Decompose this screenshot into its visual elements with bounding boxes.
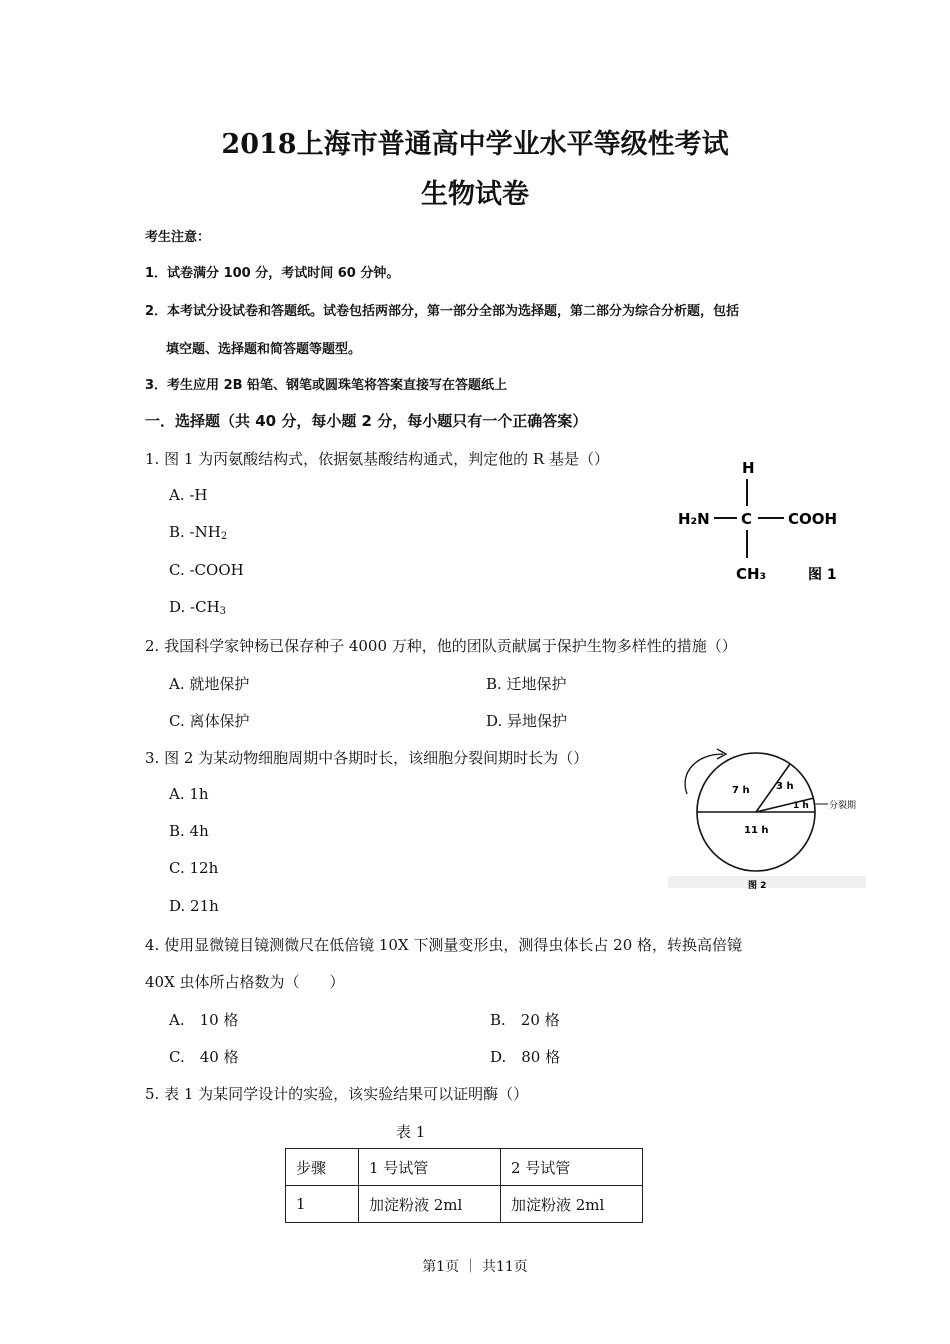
- fig2-label-1h: 1 h: [793, 801, 809, 811]
- question-3-option-a: A. 1h: [169, 785, 209, 803]
- fig1-top-label: H: [742, 459, 755, 477]
- question-2-option-d: D. 异地保护: [486, 712, 568, 730]
- question-2-option-b: B. 迁地保护: [486, 675, 567, 693]
- notice-item-2-cont: 填空题、选择题和简答题等题型。: [166, 342, 362, 357]
- notice-item-3: 3．考生应用 2B 铅笔、钢笔或圆珠笔将答案直接写在答题纸上: [145, 378, 508, 393]
- fig2-callout: 分裂期: [829, 801, 857, 811]
- experiment-table: [285, 1148, 643, 1223]
- alanine-structure-figure: [670, 455, 870, 590]
- question-1-option-a: A. -H: [169, 486, 208, 504]
- table-cell: 加淀粉液 2ml: [359, 1186, 501, 1223]
- exam-subtitle: 生物试卷: [421, 179, 529, 210]
- table-cell: 1: [286, 1186, 359, 1223]
- question-1-option-b: B. $-NH_2$: [169, 523, 228, 542]
- question-1-stem: 1. 图 1 为丙氨酸结构式，依据氨基酸结构通式，判定他的 R 基是（）: [145, 450, 609, 468]
- question-5-stem: 5. 表 1 为某同学设计的实验，该实验结果可以证明酶（）: [145, 1085, 529, 1103]
- fig2-label-11h: 11 h: [744, 825, 769, 836]
- question-3-option-d: D. 21h: [169, 897, 219, 915]
- question-3-option-b: B. 4h: [169, 822, 209, 840]
- question-4-option-c: C. 40 格: [169, 1048, 239, 1066]
- table-header-cell: 步骤: [286, 1149, 359, 1186]
- fig1-left-label: H₂N: [678, 510, 710, 528]
- question-2-option-c: C. 离体保护: [169, 712, 250, 730]
- section-heading: 一．选择题（共 40 分，每小题 2 分，每小题只有一个正确答案）: [145, 412, 588, 430]
- question-1-option-c: C. -COOH: [169, 561, 244, 579]
- notice-item-1: 1．试卷满分 100 分，考试时间 60 分钟。: [145, 266, 400, 281]
- cell-cycle-figure: [665, 742, 870, 894]
- fig2-caption: 图 2: [748, 881, 767, 891]
- fig1-center-label: C: [741, 510, 753, 528]
- table-header-cell: 2 号试管: [501, 1149, 643, 1186]
- notice-item-2: 2．本考试分设试卷和答题纸。试卷包括两部分，第一部分全部为选择题，第二部分为综合分析题，包括: [145, 304, 740, 319]
- table-cell: 加淀粉液 2ml: [501, 1186, 643, 1223]
- question-4-stem: 4. 使用显微镜目镜测微尺在低倍镜 10X 下测量变形虫，测得虫体长占 20 格，转换高倍镜: [145, 936, 743, 954]
- fig2-label-7h: 7 h: [732, 785, 750, 796]
- question-4-option-a: A. 10 格: [169, 1011, 239, 1029]
- question-2-option-a: A. 就地保护: [169, 675, 250, 693]
- notice-heading: 考生注意：: [145, 230, 211, 245]
- fig2-label-3h: 3 h: [776, 781, 794, 792]
- question-1-option-d: D. $-CH_3$: [169, 598, 227, 617]
- question-4-option-d: D. 80 格: [490, 1048, 561, 1066]
- exam-title: 2018上海市普通高中学业水平等级性考试: [221, 129, 729, 160]
- question-4-option-b: B. 20 格: [490, 1011, 560, 1029]
- table-1-title: 表 1: [396, 1123, 426, 1141]
- table-header-cell: 1 号试管: [359, 1149, 501, 1186]
- table-row: [286, 1186, 643, 1223]
- question-3-option-c: C. 12h: [169, 859, 219, 877]
- fig1-bottom-label: CH₃: [736, 565, 767, 583]
- page-footer: 第1页 ｜ 共11页: [422, 1259, 528, 1275]
- question-2-stem: 2. 我国科学家钟杨已保存种子 4000 万种，他的团队贡献属于保护生物多样性的措施（）: [145, 637, 737, 655]
- fig1-caption: 图 1: [808, 567, 837, 583]
- question-4-stem-cont: 40X 虫体所占格数为（ ）: [145, 973, 345, 991]
- question-3-stem: 3. 图 2 为某动物细胞周期中各期时长，该细胞分裂间期时长为（）: [145, 749, 589, 767]
- fig1-right-label: COOH: [788, 510, 838, 528]
- table-header-row: [286, 1149, 643, 1186]
